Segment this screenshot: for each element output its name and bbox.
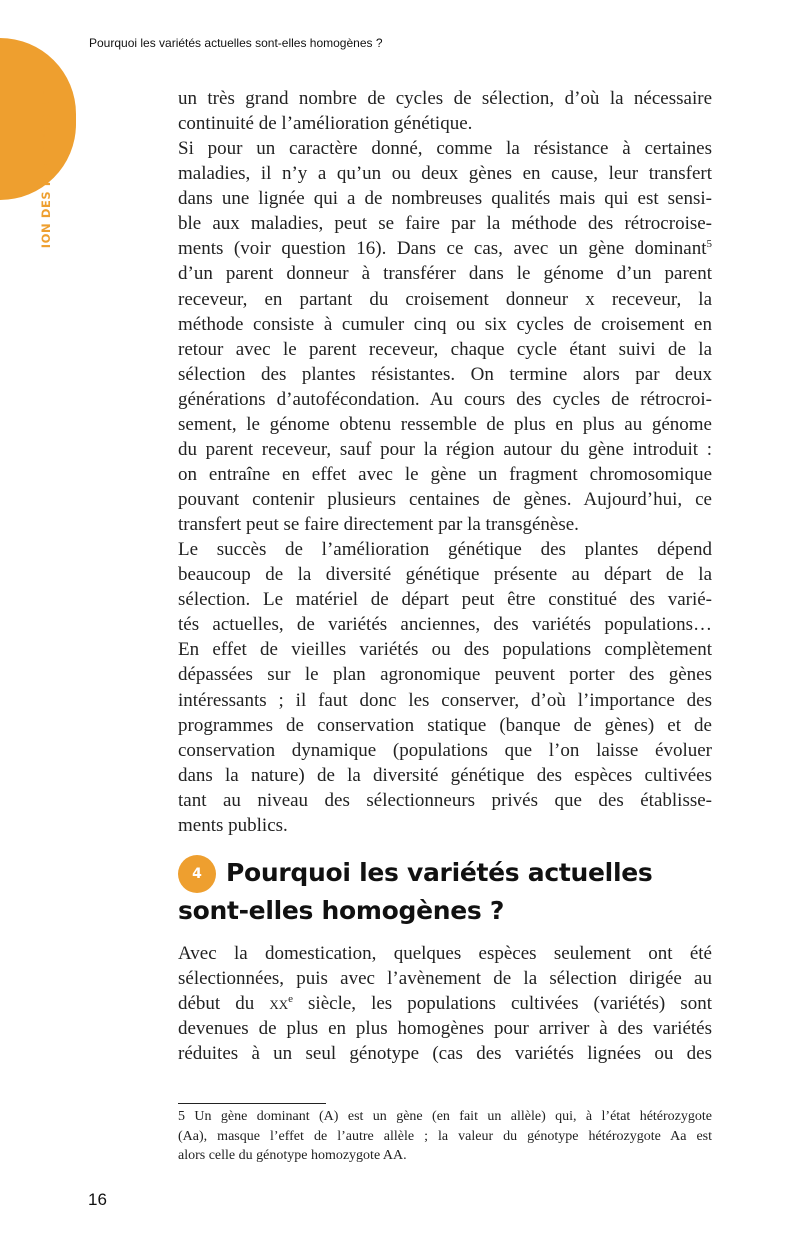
text-line-content: En effet de vieilles variétés ou des populations complètement — [178, 639, 712, 661]
text-line-content: siècle, les populations cultivées (variétés) sont — [292, 993, 712, 1014]
text-line-content: receveur, en partant du croisement donneur x receveur, la — [178, 288, 712, 310]
text-line-content: Si pour un caractère donné, comme la résistance à certaines — [178, 138, 712, 160]
text-line — [178, 537, 712, 562]
text-line — [178, 261, 712, 286]
text-line-content: transfert peut se faire directement par la transgénèse. — [178, 514, 579, 536]
text-line-content: réduites à un seul génotype (cas des variétés lignées ou des — [178, 1043, 712, 1065]
text-line — [178, 236, 712, 261]
text-line — [178, 136, 712, 161]
text-line — [178, 788, 712, 813]
text-line — [178, 1146, 712, 1166]
text-line — [178, 587, 712, 612]
text-line-content: maladies, il n’y a qu’un ou deux gènes en cause, leur transfert — [178, 163, 712, 185]
text-line — [178, 991, 712, 1016]
text-line — [178, 1016, 712, 1041]
small-caps-century: xx — [269, 993, 289, 1014]
text-line-content: sélection. Le matériel de départ peut être constitué des varié- — [178, 589, 712, 611]
text-line — [178, 86, 712, 111]
text-line — [178, 512, 712, 537]
text-line-content: dans la nature) de la diversité génétique des espèces cultivées — [178, 764, 712, 786]
text-line-content: ble aux maladies, peut se faire par la méthode des rétrocroise- — [178, 213, 712, 235]
text-line-content: beaucoup de la diversité génétique présente au départ de la — [178, 564, 712, 586]
text-line — [178, 688, 712, 713]
text-line-content: méthode consiste à cumuler cinq ou six cycles de croisement en — [178, 313, 712, 335]
text-line-content: dans une lignée qui a de nombreuses qualités mais qui est sensi- — [178, 188, 712, 210]
footnote-reference[interactable]: 5 — [706, 238, 712, 251]
page-number: 16 — [88, 1190, 107, 1209]
text-line — [178, 412, 712, 437]
superscript: e — [288, 993, 293, 1005]
text-line — [178, 637, 712, 662]
text-line-content: Avec la domestication, quelques espèces seulement ont été — [178, 942, 712, 964]
text-line — [178, 1041, 712, 1066]
footnote-divider — [178, 1103, 326, 1104]
text-line-content: retour avec le parent receveur, chaque cycle étant suivi de la — [178, 338, 712, 360]
text-line — [178, 813, 712, 838]
text-line — [178, 966, 712, 991]
running-header: Pourquoi les variétés actuelles sont-elles homogènes ? — [89, 36, 383, 50]
text-line — [178, 612, 712, 637]
text-line-content: alors celle du génotype homozygote AA. — [178, 1148, 407, 1164]
text-line — [178, 562, 712, 587]
text-column — [178, 86, 712, 1166]
text-line — [178, 763, 712, 788]
text-line-content: tés actuelles, de variétés anciennes, des variétés populations… — [178, 614, 712, 636]
text-line — [178, 941, 712, 966]
text-line — [178, 362, 712, 387]
text-line — [178, 437, 712, 462]
text-line-content: ments publics. — [178, 814, 288, 836]
section-heading — [178, 855, 712, 928]
text-line-content: devenues de plus en plus homogènes pour arriver à des variétés — [178, 1018, 712, 1040]
text-line-content: sélection des plantes résistantes. On termine alors par deux — [178, 363, 712, 385]
text-line — [178, 662, 712, 687]
text-line-content: Le succès de l’amélioration génétique des plantes dépend — [178, 539, 712, 561]
text-line — [178, 211, 712, 236]
text-line-content: générations d’autofécondation. Au cours des cycles de rétrocroi- — [178, 388, 712, 410]
section-body-text — [178, 941, 712, 1066]
chapter-side-label: L'AMÉLIORATION DES PLANTES CULTIVÉES — [34, 90, 58, 340]
footnote — [178, 1107, 712, 1166]
text-line-content: dépassées sur le plan agronomique peuvent porter des gènes — [178, 664, 712, 686]
section-title-line1: Pourquoi les variétés actuelles — [226, 857, 653, 887]
text-line-content: début du — [178, 993, 270, 1014]
text-line-content: continuité de l’amélioration génétique. — [178, 113, 473, 135]
text-line — [178, 487, 712, 512]
text-line-content: 5 Un gène dominant (A) est un gène (en fait un allèle) qui, à l’état hétérozygote — [178, 1109, 712, 1125]
text-line-content: du parent receveur, sauf pour la région autour du gène introduit : — [178, 438, 712, 460]
text-line — [178, 312, 712, 337]
text-line-content: ments (voir question 16). Dans ce cas, avec un gène dominant — [178, 238, 707, 260]
text-line-content: on entraîne en effet avec le gène un fragment chromosomique — [178, 463, 712, 485]
text-line — [178, 387, 712, 412]
text-line-content: conservation dynamique (populations que l’on laisse évoluer — [178, 739, 712, 761]
text-line — [178, 186, 712, 211]
text-line — [178, 337, 712, 362]
text-line-content: sement, le génome obtenu ressemble de plus en plus au génome — [178, 413, 712, 435]
body-text — [178, 86, 712, 838]
section-title-line2: sont-elles homogènes ? — [178, 895, 505, 925]
section-number-badge: 4 — [178, 855, 216, 893]
text-line-content: pouvant contenir plusieurs centaines de gènes. Aujourd’hui, ce — [178, 489, 712, 510]
text-line-content: (Aa), masque l’effet de l’autre allèle ; la valeur du génotype hétérozygote Aa est — [178, 1128, 712, 1144]
text-line — [178, 161, 712, 186]
text-line — [178, 1127, 712, 1147]
text-line — [178, 462, 712, 487]
text-line-content: un très grand nombre de cycles de sélection, d’où la nécessaire — [178, 88, 712, 109]
text-line-content: tant au niveau des sélectionneurs privés que des établisse- — [178, 789, 712, 811]
text-line — [178, 738, 712, 763]
text-line-content: programmes de conservation statique (banque de gènes) et de — [178, 714, 712, 736]
text-line — [178, 111, 712, 136]
text-line-content: sélectionnées, puis avec l’avènement de la sélection dirigée au — [178, 967, 712, 989]
text-line — [178, 713, 712, 738]
text-line-content: intéressants ; il faut donc les conserver, d’où l’importance des — [178, 689, 712, 711]
text-line — [178, 1107, 712, 1127]
text-line — [178, 287, 712, 312]
text-line-content: d’un parent donneur à transférer dans le génome d’un parent — [178, 263, 712, 285]
